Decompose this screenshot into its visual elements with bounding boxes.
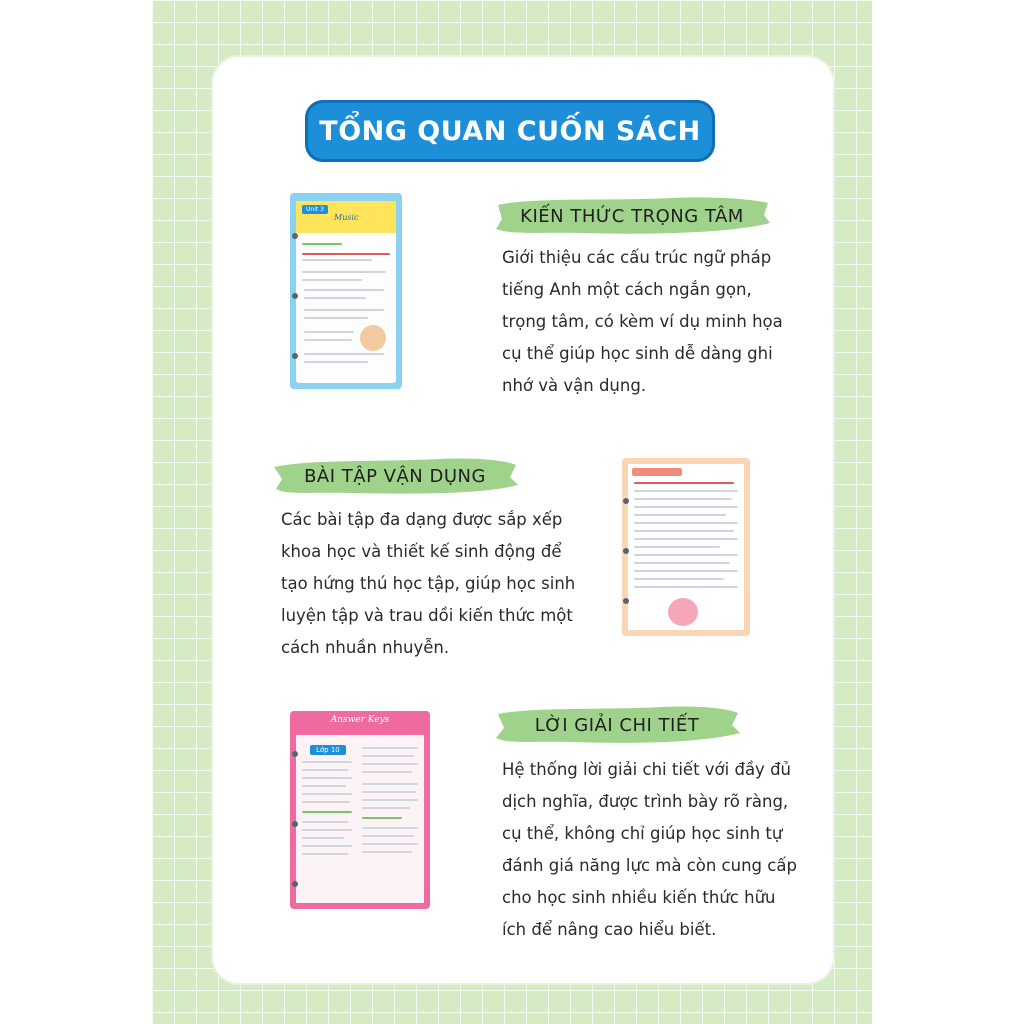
section-heading-knowledge: KIẾN THỨC TRỌNG TÂM [520,205,744,227]
heading-brush-1 [492,193,772,239]
thumb-unit-tab: Unit 3 [302,205,328,214]
page-title: TỔNG QUAN CUỐN SÁCH [319,115,701,147]
text-line: Các bài tập đa dạng được sắp xếp [281,510,563,529]
heading-brush-3 [492,702,742,748]
thumb-title: Music [334,213,359,222]
text-line: ích để nâng cao hiểu biết. [502,920,717,939]
thumb-title: Answer Keys [330,715,390,725]
thumbnail-answer-keys-page [290,711,430,909]
section-heading-answers: LỜI GIẢI CHI TIẾT [534,714,700,736]
text-line: tạo hứng thú học tập, giúp học sinh [281,574,576,593]
thumb-header-tab [632,468,682,476]
text-line: đánh giá năng lực mà còn cung cấp [502,856,797,875]
text-line: cụ thể, không chỉ giúp học sinh tự [502,824,783,843]
text-line: Giới thiệu các cấu trúc ngữ pháp [502,248,772,267]
text-line: trọng tâm, có kèm ví dụ minh họa [502,312,783,331]
section-text-exercises [281,504,601,664]
text-line: nhớ và vận dụng. [502,376,647,395]
thumb-grade-tab: Lớp 10 [310,745,346,755]
heading-brush-2 [270,453,520,499]
text-line: cho học sinh nhiều kiến thức hữu [502,888,776,907]
text-line: Hệ thống lời giải chi tiết với đầy đủ [502,760,791,779]
text-line: khoa học và thiết kế sinh động để [281,542,562,561]
text-line: tiếng Anh một cách ngắn gọn, [502,280,752,299]
text-line: cách nhuần nhuyễn. [281,638,450,657]
title-banner [305,100,715,162]
section-text-answers [502,754,822,946]
thumb-illustration [360,325,386,351]
text-line: luyện tập và trau dồi kiến thức một [281,606,573,625]
thumbnail-exercise-page [622,458,750,636]
text-line: dịch nghĩa, được trình bày rõ ràng, [502,792,789,811]
section-heading-exercises: BÀI TẬP VẬN DỤNG [304,465,486,487]
thumb-illustration [668,598,698,626]
text-line: cụ thể giúp học sinh dễ dàng ghi [502,344,773,363]
section-text-knowledge [502,242,802,402]
thumbnail-knowledge-page [290,193,402,389]
